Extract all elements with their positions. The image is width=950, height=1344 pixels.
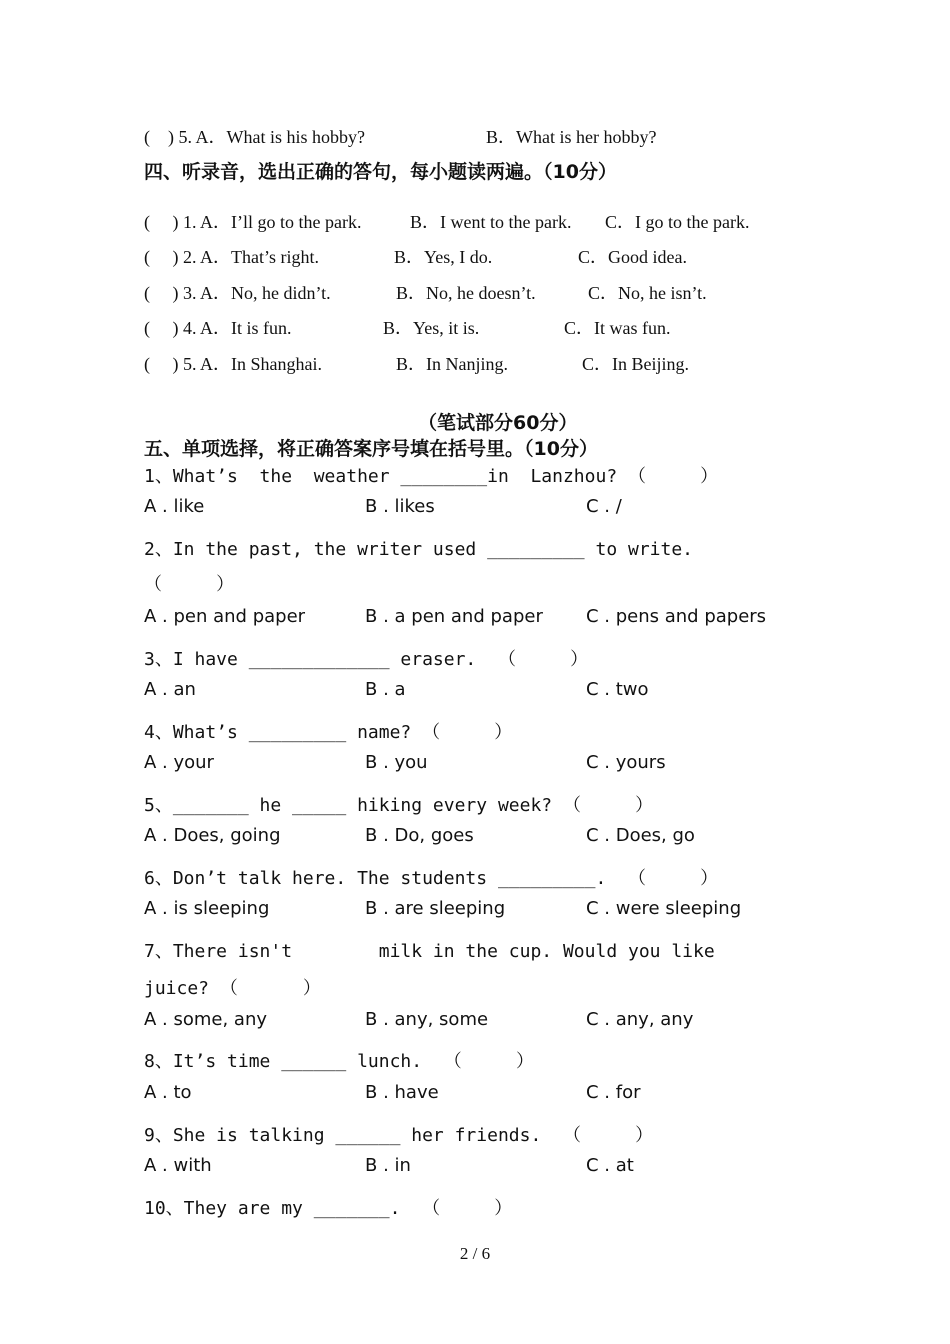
section5-title: 五、单项选择，将正确答案序号填在括号里。（10分） <box>144 438 598 460</box>
s4-q1-stem: ( ) 1. A．I’ll go to the park. <box>144 212 362 232</box>
s5-q7-option-b: B . any, some <box>365 1009 489 1030</box>
s5-q6-option-b: B . are sleeping <box>365 898 506 919</box>
s4-q5-stem: ( ) 5. A．In Shanghai. <box>144 354 322 374</box>
s5-q4-option-c: C . yours <box>586 752 666 773</box>
s4-q2-stem: ( ) 2. A．That’s right. <box>144 247 319 267</box>
s5-q7-option-c: C . any, any <box>586 1009 694 1030</box>
s5-q9-option-b: B . in <box>365 1155 411 1176</box>
s5-q3-option-b: B . a <box>365 679 406 700</box>
s5-q7-stem: 7、There isn't milk in the cup. Would you like <box>144 941 715 962</box>
page-number: 2 / 6 <box>459 1244 491 1263</box>
s5-q2-option-b: B . a pen and paper <box>365 606 543 627</box>
s4-q3-stem: ( ) 3. A．No, he didn’t. <box>144 283 331 303</box>
s4-q3-option-b: B．No, he doesn’t. <box>396 283 536 303</box>
s5-q5-option-a: A . Does, going <box>144 825 281 846</box>
s5-q1-option-a: A . like <box>144 496 205 517</box>
s5-q4-option-a: A . your <box>144 752 214 773</box>
part3-q5-stem: ( ) 5. A．What is his hobby? <box>144 127 365 147</box>
s5-q6-option-a: A . is sleeping <box>144 898 270 919</box>
s5-q5-stem: 5、_______ he _____ hiking every week? （ ） <box>144 795 654 816</box>
s5-q4-stem: 4、What’s _________ name? （ ） <box>144 722 513 743</box>
s5-q3-option-c: C . two <box>586 679 649 700</box>
s5-q9-stem: 9、She is talking ______ her friends. （ ） <box>144 1125 654 1146</box>
written-part-heading: （笔试部分60分） <box>418 412 578 434</box>
s5-q1-stem: 1、What’s the weather ________in Lanzhou? （ ） <box>144 466 719 487</box>
s5-q8-stem: 8、It’s time ______ lunch. （ ） <box>144 1051 534 1072</box>
s5-q3-stem: 3、I have _____________ eraser. （ ） <box>144 649 589 670</box>
s5-q5-option-b: B . Do, goes <box>365 825 474 846</box>
section4-title: 四、听录音，选出正确的答句，每小题读两遍。（10分） <box>144 161 617 183</box>
s5-q2-answer-bracket: （ ） <box>144 574 235 595</box>
s4-q5-option-c: C．In Beijing. <box>582 354 689 374</box>
s5-q9-option-c: C . at <box>586 1155 634 1176</box>
s5-q10-stem: 10、They are my _______. （ ） <box>144 1198 513 1219</box>
s4-q1-option-c: C．I go to the park. <box>605 212 750 232</box>
s4-q4-stem: ( ) 4. A．It is fun. <box>144 318 292 338</box>
s4-q2-option-c: C．Good idea. <box>578 247 687 267</box>
s5-q1-option-c: C . / <box>586 496 622 517</box>
s4-q3-option-c: C．No, he isn’t. <box>588 283 707 303</box>
s5-q9-option-a: A . with <box>144 1155 212 1176</box>
part3-q5-option-b: B．What is her hobby? <box>486 127 657 147</box>
s5-q6-option-c: C . were sleeping <box>586 898 742 919</box>
s5-q8-option-c: C . for <box>586 1082 641 1103</box>
s5-q6-stem: 6、Don’t talk here. The students _________. （ ） <box>144 868 719 889</box>
s5-q3-option-a: A . an <box>144 679 196 700</box>
s5-q1-option-b: B . likes <box>365 496 435 517</box>
s4-q1-option-b: B．I went to the park. <box>410 212 572 232</box>
s5-q7-stem-continued: juice? （ ） <box>144 978 321 999</box>
s5-q2-option-a: A . pen and paper <box>144 606 306 627</box>
s5-q8-option-b: B . have <box>365 1082 439 1103</box>
s5-q4-option-b: B . you <box>365 752 428 773</box>
s5-q5-option-c: C . Does, go <box>586 825 695 846</box>
s5-q2-stem: 2、In the past, the writer used _________ to write. <box>144 539 694 560</box>
s5-q7-option-a: A . some, any <box>144 1009 268 1030</box>
s5-q8-option-a: A . to <box>144 1082 192 1103</box>
s4-q2-option-b: B．Yes, I do. <box>394 247 493 267</box>
s4-q4-option-c: C．It was fun. <box>564 318 671 338</box>
s5-q2-option-c: C . pens and papers <box>586 606 767 627</box>
s4-q4-option-b: B．Yes, it is. <box>383 318 480 338</box>
s4-q5-option-b: B．In Nanjing. <box>396 354 508 374</box>
